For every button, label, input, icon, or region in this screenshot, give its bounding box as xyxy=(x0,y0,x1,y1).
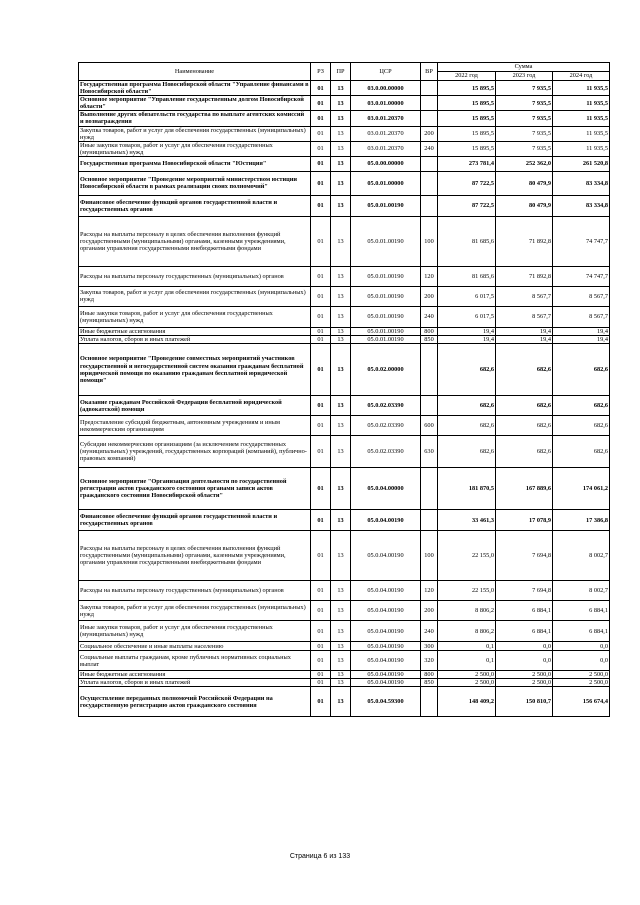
row-pr: 13 xyxy=(331,436,351,468)
row-pr: 13 xyxy=(331,468,351,510)
row-vr: 850 xyxy=(421,336,438,344)
row-rz: 01 xyxy=(311,81,331,96)
table-row xyxy=(79,510,610,531)
header-2023: 2023 год xyxy=(496,72,553,81)
header-name: Наименование xyxy=(79,63,311,81)
row-2023: 80 479,9 xyxy=(496,195,553,216)
row-name: Иные бюджетные ассигнования xyxy=(79,671,311,679)
row-name: Иные закупки товаров, работ и услуг для обеспечения государственных (муниципальных) нужд xyxy=(79,141,311,156)
row-2024: 11 935,5 xyxy=(553,141,610,156)
row-csr: 05.0.01.00190 xyxy=(351,336,421,344)
row-2023: 167 889,6 xyxy=(496,468,553,510)
row-name: Государственная программа Новосибирской области "Юстиция" xyxy=(79,156,311,171)
table-row xyxy=(79,266,610,286)
row-2023: 682,6 xyxy=(496,436,553,468)
row-2023: 7 694,8 xyxy=(496,581,553,601)
table-row xyxy=(79,156,610,171)
row-rz: 01 xyxy=(311,621,331,642)
row-2022: 15 895,5 xyxy=(438,96,496,111)
row-2024: 74 747,7 xyxy=(553,216,610,266)
row-2022: 81 685,6 xyxy=(438,216,496,266)
row-vr: 630 xyxy=(421,436,438,468)
row-vr: 200 xyxy=(421,601,438,621)
row-2024: 682,6 xyxy=(553,396,610,416)
row-2023: 150 810,7 xyxy=(496,687,553,717)
row-pr: 13 xyxy=(331,601,351,621)
row-2023: 71 892,8 xyxy=(496,266,553,286)
table-row xyxy=(79,216,610,266)
row-csr: 05.0.04.00190 xyxy=(351,581,421,601)
row-2023: 71 892,8 xyxy=(496,216,553,266)
row-2022: 87 722,5 xyxy=(438,195,496,216)
row-2022: 682,6 xyxy=(438,436,496,468)
table-row xyxy=(79,96,610,111)
row-csr: 05.0.01.00190 xyxy=(351,306,421,327)
row-vr: 240 xyxy=(421,141,438,156)
table-row xyxy=(79,286,610,306)
row-2023: 6 884,1 xyxy=(496,601,553,621)
row-2023: 80 479,9 xyxy=(496,171,553,195)
row-2024: 0,0 xyxy=(553,651,610,671)
row-vr: 800 xyxy=(421,671,438,679)
row-pr: 13 xyxy=(331,216,351,266)
row-2024: 17 386,8 xyxy=(553,510,610,531)
table-row xyxy=(79,416,610,436)
row-rz: 01 xyxy=(311,156,331,171)
table-row xyxy=(79,531,610,581)
row-rz: 01 xyxy=(311,642,331,651)
row-pr: 13 xyxy=(331,266,351,286)
row-2024: 11 935,5 xyxy=(553,96,610,111)
row-2024: 83 334,8 xyxy=(553,195,610,216)
row-name: Закупка товаров, работ и услуг для обеспечения государственных (муниципальных) нужд xyxy=(79,126,311,141)
row-vr xyxy=(421,510,438,531)
row-vr xyxy=(421,344,438,396)
row-vr xyxy=(421,687,438,717)
row-pr: 13 xyxy=(331,96,351,111)
row-2022: 8 806,2 xyxy=(438,601,496,621)
row-2022: 273 781,4 xyxy=(438,156,496,171)
row-2022: 6 017,5 xyxy=(438,286,496,306)
row-2023: 0,0 xyxy=(496,642,553,651)
row-csr: 05.0.02.03390 xyxy=(351,416,421,436)
row-pr: 13 xyxy=(331,651,351,671)
row-vr: 100 xyxy=(421,531,438,581)
row-pr: 13 xyxy=(331,621,351,642)
row-2023: 19,4 xyxy=(496,327,553,335)
row-csr: 05.0.01.00190 xyxy=(351,286,421,306)
row-pr: 13 xyxy=(331,141,351,156)
row-2022: 22 155,0 xyxy=(438,581,496,601)
row-2023: 7 935,5 xyxy=(496,96,553,111)
row-2024: 83 334,8 xyxy=(553,171,610,195)
row-2023: 7 694,8 xyxy=(496,531,553,581)
row-vr xyxy=(421,468,438,510)
row-2024: 6 884,1 xyxy=(553,601,610,621)
row-vr xyxy=(421,396,438,416)
row-2023: 2 500,0 xyxy=(496,671,553,679)
row-2023: 6 884,1 xyxy=(496,621,553,642)
row-2023: 682,6 xyxy=(496,416,553,436)
row-2024: 8 567,7 xyxy=(553,286,610,306)
row-csr: 05.0.00.00000 xyxy=(351,156,421,171)
row-2023: 7 935,5 xyxy=(496,141,553,156)
row-2023: 0,0 xyxy=(496,651,553,671)
row-2022: 6 017,5 xyxy=(438,306,496,327)
row-name: Финансовое обеспечение функций органов государственной власти и государственных органов xyxy=(79,510,311,531)
row-rz: 01 xyxy=(311,671,331,679)
row-vr: 300 xyxy=(421,642,438,651)
row-vr xyxy=(421,81,438,96)
row-vr: 100 xyxy=(421,216,438,266)
row-vr: 120 xyxy=(421,581,438,601)
row-rz: 01 xyxy=(311,286,331,306)
row-csr: 03.0.00.00000 xyxy=(351,81,421,96)
row-2023: 682,6 xyxy=(496,396,553,416)
table-body xyxy=(79,81,610,717)
row-2022: 2 500,0 xyxy=(438,679,496,687)
row-rz: 01 xyxy=(311,531,331,581)
row-rz: 01 xyxy=(311,344,331,396)
row-pr: 13 xyxy=(331,671,351,679)
row-2022: 682,6 xyxy=(438,344,496,396)
table-row xyxy=(79,344,610,396)
row-2022: 2 500,0 xyxy=(438,671,496,679)
row-rz: 01 xyxy=(311,687,331,717)
row-vr: 600 xyxy=(421,416,438,436)
row-rz: 01 xyxy=(311,195,331,216)
row-2024: 682,6 xyxy=(553,344,610,396)
row-2022: 682,6 xyxy=(438,396,496,416)
row-csr: 05.0.04.00190 xyxy=(351,679,421,687)
row-rz: 01 xyxy=(311,468,331,510)
row-2022: 148 409,2 xyxy=(438,687,496,717)
row-pr: 13 xyxy=(331,531,351,581)
table-row xyxy=(79,336,610,344)
row-2023: 2 500,0 xyxy=(496,679,553,687)
table-row xyxy=(79,601,610,621)
row-vr: 800 xyxy=(421,327,438,335)
row-csr: 05.0.02.03390 xyxy=(351,436,421,468)
table-row xyxy=(79,396,610,416)
table-row xyxy=(79,651,610,671)
row-csr: 05.0.01.00190 xyxy=(351,216,421,266)
row-name: Уплата налогов, сборов и иных платежей xyxy=(79,679,311,687)
row-name: Основное мероприятие "Организация деятельности по государственной регистрации актов гражданского состояния органами записи актов гражданского состояния Новосибирской области" xyxy=(79,468,311,510)
row-pr: 13 xyxy=(331,327,351,335)
row-name: Иные закупки товаров, работ и услуг для обеспечения государственных (муниципальных) нужд xyxy=(79,306,311,327)
row-rz: 01 xyxy=(311,306,331,327)
row-2024: 156 674,4 xyxy=(553,687,610,717)
row-name: Субсидии некоммерческим организациям (за исключением государственных (муниципальных) учреждений, государственных корпораций (компаний), публично-правовых компаний) xyxy=(79,436,311,468)
row-vr: 120 xyxy=(421,266,438,286)
row-rz: 01 xyxy=(311,679,331,687)
table-row xyxy=(79,671,610,679)
row-pr: 13 xyxy=(331,396,351,416)
row-rz: 01 xyxy=(311,651,331,671)
row-2022: 15 895,5 xyxy=(438,81,496,96)
row-csr: 05.0.04.00190 xyxy=(351,510,421,531)
row-2023: 7 935,5 xyxy=(496,126,553,141)
row-pr: 13 xyxy=(331,126,351,141)
row-2024: 8 567,7 xyxy=(553,306,610,327)
row-2024: 6 884,1 xyxy=(553,621,610,642)
row-name: Социальные выплаты гражданам, кроме публичных нормативных социальных выплат xyxy=(79,651,311,671)
table-row xyxy=(79,436,610,468)
row-2022: 33 461,3 xyxy=(438,510,496,531)
row-2022: 8 806,2 xyxy=(438,621,496,642)
row-2022: 15 895,5 xyxy=(438,111,496,126)
row-2024: 8 002,7 xyxy=(553,531,610,581)
row-name: Осуществление переданных полномочий Российской Федерации на государственную регистрацию актов гражданского состояния xyxy=(79,687,311,717)
row-2024: 11 935,5 xyxy=(553,81,610,96)
row-name: Предоставление субсидий бюджетным, автономным учреждениям и иным некоммерческим организациям xyxy=(79,416,311,436)
row-2022: 19,4 xyxy=(438,336,496,344)
table-row xyxy=(79,642,610,651)
row-rz: 01 xyxy=(311,581,331,601)
table-row xyxy=(79,141,610,156)
row-2022: 0,1 xyxy=(438,651,496,671)
row-2024: 74 747,7 xyxy=(553,266,610,286)
row-2023: 8 567,7 xyxy=(496,306,553,327)
table-row xyxy=(79,679,610,687)
row-2024: 261 520,8 xyxy=(553,156,610,171)
row-csr: 05.0.04.00190 xyxy=(351,621,421,642)
table-row xyxy=(79,306,610,327)
row-csr: 05.0.04.00190 xyxy=(351,671,421,679)
budget-table-container xyxy=(78,62,609,717)
row-name: Уплата налогов, сборов и иных платежей xyxy=(79,336,311,344)
row-pr: 13 xyxy=(331,416,351,436)
row-name: Закупка товаров, работ и услуг для обеспечения государственных (муниципальных) нужд xyxy=(79,601,311,621)
row-pr: 13 xyxy=(331,156,351,171)
row-rz: 01 xyxy=(311,96,331,111)
row-rz: 01 xyxy=(311,510,331,531)
row-2023: 8 567,7 xyxy=(496,286,553,306)
row-name: Государственная программа Новосибирской области "Управление финансами в Новосибирской области" xyxy=(80,81,309,96)
row-rz: 01 xyxy=(311,327,331,335)
row-2022: 22 155,0 xyxy=(438,531,496,581)
row-name: Расходы на выплаты персоналу в целях обеспечения выполнения функций государственными (муниципальными) органами, казенными учреждениями, органами управления государственными внебюджетными фондами xyxy=(79,216,311,266)
row-name: Иные бюджетные ассигнования xyxy=(79,327,311,335)
row-pr: 13 xyxy=(331,81,351,96)
row-2023: 7 935,5 xyxy=(496,81,553,96)
row-csr: 05.0.01.00190 xyxy=(351,327,421,335)
row-name: Оказание гражданам Российской Федерации бесплатной юридической (адвокатской) помощи xyxy=(79,396,311,416)
row-pr: 13 xyxy=(331,581,351,601)
row-2023: 17 078,9 xyxy=(496,510,553,531)
row-2024: 0,0 xyxy=(553,642,610,651)
row-2022: 19,4 xyxy=(438,327,496,335)
row-rz: 01 xyxy=(311,396,331,416)
row-2024: 682,6 xyxy=(553,416,610,436)
budget-table xyxy=(78,62,610,717)
row-2024: 682,6 xyxy=(553,436,610,468)
row-name: Закупка товаров, работ и услуг для обеспечения государственных (муниципальных) нужд xyxy=(79,286,311,306)
row-vr: 200 xyxy=(421,126,438,141)
header-2024: 2024 год xyxy=(553,72,610,81)
header-vr: ВР xyxy=(421,63,438,81)
row-csr: 03.0.01.20370 xyxy=(351,126,421,141)
row-csr: 05.0.01.00190 xyxy=(351,266,421,286)
row-2024: 2 500,0 xyxy=(553,679,610,687)
row-csr: 05.0.04.00000 xyxy=(351,468,421,510)
row-2023: 682,6 xyxy=(496,344,553,396)
row-rz: 01 xyxy=(311,601,331,621)
row-rz: 01 xyxy=(311,336,331,344)
row-name: Иные закупки товаров, работ и услуг для обеспечения государственных (муниципальных) нужд xyxy=(79,621,311,642)
row-2022: 87 722,5 xyxy=(438,171,496,195)
row-pr: 13 xyxy=(331,642,351,651)
row-csr: 05.0.01.00000 xyxy=(351,171,421,195)
row-csr: 05.0.04.00190 xyxy=(351,601,421,621)
row-vr: 240 xyxy=(421,306,438,327)
header-sum: Сумма xyxy=(438,63,610,72)
page-number: Страница 6 из 133 xyxy=(289,853,351,860)
row-name: Расходы на выплаты персоналу в целях обеспечения выполнения функций государственными (муниципальными) органами, казенными учреждениями, органами управления государственными внебюджетными фондами xyxy=(79,531,311,581)
row-name: Расходы на выплаты персоналу государственных (муниципальных) органов xyxy=(79,581,311,601)
row-csr: 05.0.04.00190 xyxy=(351,642,421,651)
row-2024: 11 935,5 xyxy=(553,111,610,126)
row-csr: 03.0.01.20370 xyxy=(351,111,421,126)
row-csr: 03.0.01.00000 xyxy=(351,96,421,111)
header-pr: ПР xyxy=(331,63,351,81)
row-2024: 8 002,7 xyxy=(553,581,610,601)
row-name: Основное мероприятие "Проведение мероприятий министерством юстиции Новосибирской области в рамках реализации своих полномочий" xyxy=(79,171,311,195)
row-csr: 05.0.02.03390 xyxy=(351,396,421,416)
row-csr: 05.0.04.00190 xyxy=(351,651,421,671)
row-pr: 13 xyxy=(331,306,351,327)
row-pr: 13 xyxy=(331,195,351,216)
row-2022: 15 895,5 xyxy=(438,141,496,156)
row-pr: 13 xyxy=(331,171,351,195)
row-csr: 05.0.04.59300 xyxy=(351,687,421,717)
header-rz: РЗ xyxy=(311,63,331,81)
row-rz: 01 xyxy=(311,416,331,436)
row-2022: 15 895,5 xyxy=(438,126,496,141)
row-2022: 682,6 xyxy=(438,416,496,436)
table-row xyxy=(79,468,610,510)
row-vr xyxy=(421,96,438,111)
table-row xyxy=(79,687,610,717)
row-name: Социальное обеспечение и иные выплаты населению xyxy=(79,642,311,651)
row-pr: 13 xyxy=(331,344,351,396)
row-pr: 13 xyxy=(331,687,351,717)
header-2022: 2022 год xyxy=(438,72,496,81)
row-rz: 01 xyxy=(311,216,331,266)
row-pr: 13 xyxy=(331,336,351,344)
row-rz: 01 xyxy=(311,141,331,156)
row-vr xyxy=(421,171,438,195)
row-pr: 13 xyxy=(331,286,351,306)
row-2024: 19,4 xyxy=(553,327,610,335)
row-rz: 01 xyxy=(311,436,331,468)
row-name: Выполнение других обязательств государства по выплате агентских комиссий и вознаграждения xyxy=(79,111,311,126)
row-2022: 181 870,5 xyxy=(438,468,496,510)
row-vr: 240 xyxy=(421,621,438,642)
header-csr: ЦСР xyxy=(351,63,421,81)
row-csr: 05.0.02.00000 xyxy=(351,344,421,396)
row-name: Финансовое обеспечение функций органов государственной власти и государственных органов xyxy=(79,195,311,216)
table-row xyxy=(79,171,610,195)
row-2022: 81 685,6 xyxy=(438,266,496,286)
table-row xyxy=(79,327,610,335)
row-pr: 13 xyxy=(331,679,351,687)
table-row xyxy=(79,581,610,601)
row-vr xyxy=(421,195,438,216)
row-2024: 174 061,2 xyxy=(553,468,610,510)
table-row xyxy=(79,195,610,216)
row-pr: 13 xyxy=(331,111,351,126)
row-2023: 19,4 xyxy=(496,336,553,344)
row-rz: 01 xyxy=(311,171,331,195)
row-2023: 252 362,0 xyxy=(496,156,553,171)
row-csr: 05.0.04.00190 xyxy=(351,531,421,581)
row-pr: 13 xyxy=(331,510,351,531)
table-row xyxy=(79,126,610,141)
row-2024: 19,4 xyxy=(553,336,610,344)
row-2024: 11 935,5 xyxy=(553,126,610,141)
row-2023: 7 935,5 xyxy=(496,111,553,126)
row-vr xyxy=(421,156,438,171)
row-rz: 01 xyxy=(311,126,331,141)
row-rz: 01 xyxy=(311,266,331,286)
table-row xyxy=(79,81,610,96)
row-name: Основное мероприятие "Проведение совместных мероприятий участников государственной и негосударственной систем оказания гражданам бесплатной юридической помощи по оказанию гражданам бесплатной юридической помощи" xyxy=(79,344,311,396)
row-vr: 850 xyxy=(421,679,438,687)
row-vr: 320 xyxy=(421,651,438,671)
row-csr: 05.0.01.00190 xyxy=(351,195,421,216)
row-csr: 03.0.01.20370 xyxy=(351,141,421,156)
row-name: Расходы на выплаты персоналу государственных (муниципальных) органов xyxy=(79,266,311,286)
row-vr: 200 xyxy=(421,286,438,306)
row-2022: 0,1 xyxy=(438,642,496,651)
row-vr xyxy=(421,111,438,126)
table-row xyxy=(79,621,610,642)
table-row xyxy=(79,111,610,126)
row-2024: 2 500,0 xyxy=(553,671,610,679)
row-rz: 01 xyxy=(311,111,331,126)
row-name: Основное мероприятие "Управление государственным долгом Новосибирской области" xyxy=(79,96,311,111)
